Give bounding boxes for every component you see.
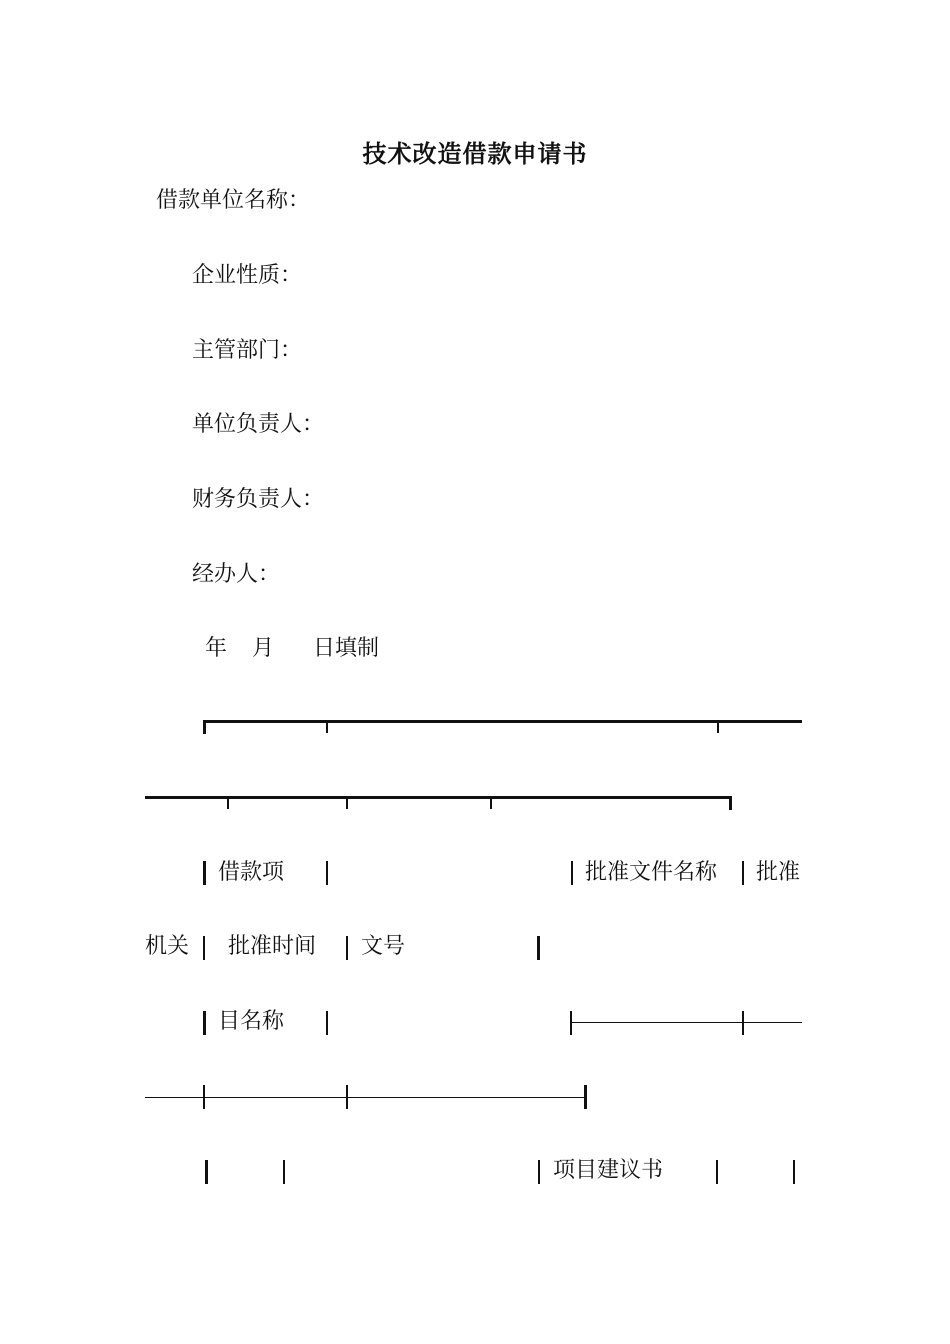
table-cell-border bbox=[346, 1085, 348, 1109]
field-supervising-dept: 主管部门： bbox=[192, 338, 303, 363]
table-cell-border bbox=[326, 1011, 328, 1035]
cell-loan-item: 借款项 bbox=[218, 860, 285, 885]
table-cell-border bbox=[584, 1085, 587, 1109]
table-divider-tick bbox=[227, 796, 229, 809]
table-row-separator bbox=[145, 1097, 586, 1098]
cell-proposal: 项目建议书 bbox=[553, 1158, 664, 1183]
field-borrower-name: 借款单位名称： bbox=[156, 188, 311, 213]
field-enterprise-nature: 企业性质： bbox=[192, 263, 303, 288]
table-top-border bbox=[204, 720, 802, 723]
cell-approval-authority-b: 机关 bbox=[145, 934, 190, 959]
table-divider-tick bbox=[326, 720, 328, 733]
cell-doc-number: 文号 bbox=[361, 934, 406, 959]
table-top-border-wrapped bbox=[145, 796, 731, 799]
cell-approval-time: 批准时间 bbox=[228, 934, 317, 959]
table-cell-border bbox=[742, 1011, 744, 1035]
table-cell-border bbox=[203, 1011, 206, 1035]
cell-approval-authority-a: 批准 bbox=[756, 860, 801, 885]
table-divider-tick bbox=[490, 796, 492, 809]
date-year: 年 bbox=[205, 636, 228, 661]
table-cell-border bbox=[570, 1011, 572, 1035]
table-cell-border bbox=[205, 1160, 208, 1184]
table-cell-border bbox=[571, 861, 573, 885]
table-corner-tick bbox=[203, 720, 206, 734]
table-cell-border bbox=[716, 1160, 718, 1184]
table-cell-border bbox=[203, 936, 205, 960]
document-title: 技术改造借款申请书 bbox=[362, 139, 588, 168]
field-handler: 经办人： bbox=[192, 562, 281, 587]
table-cell-border bbox=[538, 1160, 540, 1184]
field-unit-head: 单位负责人： bbox=[192, 412, 325, 437]
field-finance-head: 财务负责人： bbox=[192, 487, 325, 512]
table-corner-tick bbox=[729, 796, 732, 810]
date-day-fill: 日填制 bbox=[313, 636, 380, 661]
table-divider-tick bbox=[717, 720, 719, 733]
date-month: 月 bbox=[252, 636, 275, 661]
table-divider-tick bbox=[346, 796, 348, 809]
table-cell-border bbox=[203, 861, 206, 885]
table-cell-border bbox=[537, 936, 540, 960]
cell-item-name: 目名称 bbox=[218, 1009, 285, 1034]
table-cell-border bbox=[283, 1160, 285, 1184]
table-cell-border bbox=[346, 936, 348, 960]
cell-approval-doc-name: 批准文件名称 bbox=[585, 860, 718, 885]
table-cell-border bbox=[203, 1085, 205, 1109]
table-cell-border bbox=[742, 861, 744, 885]
table-cell-border bbox=[793, 1160, 795, 1184]
table-row-separator bbox=[571, 1022, 802, 1023]
table-cell-border bbox=[326, 861, 328, 885]
